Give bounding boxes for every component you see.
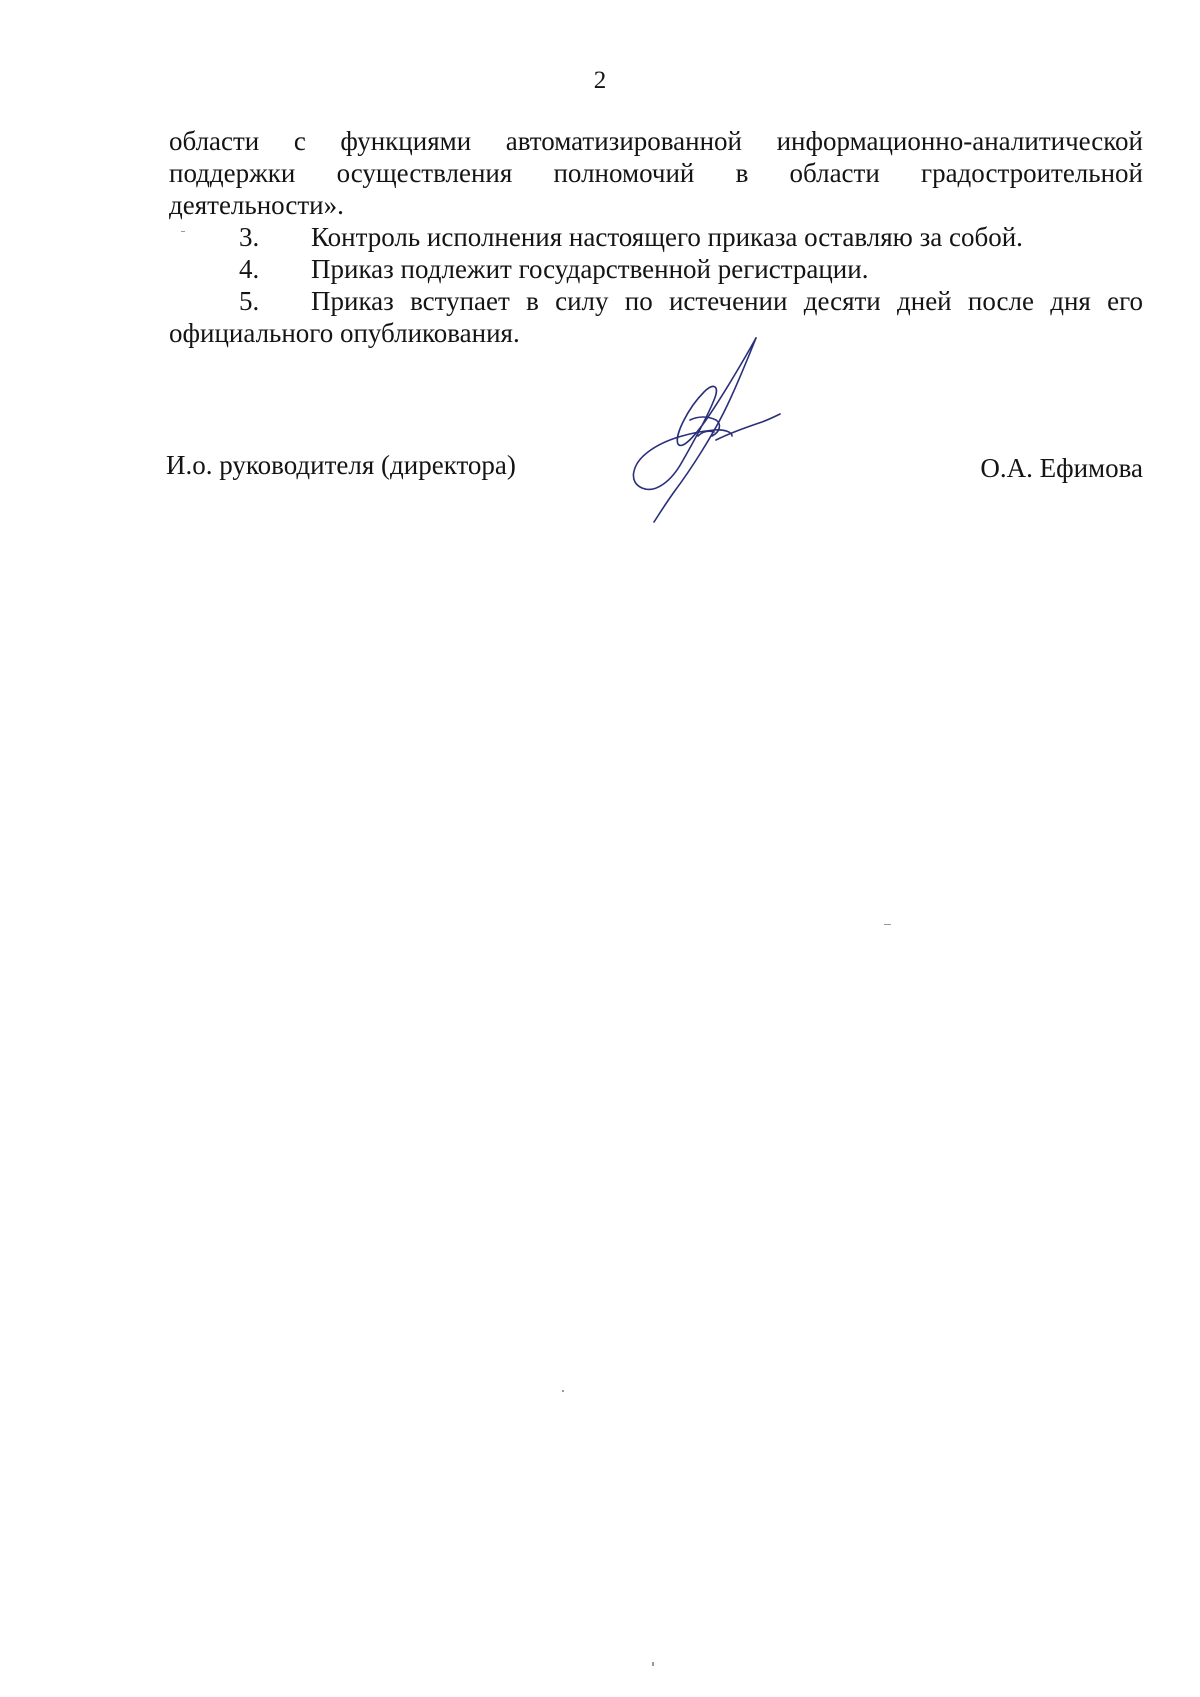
item-number: 5.	[239, 286, 260, 316]
numbered-item	[169, 285, 1143, 317]
page-number: 2	[593, 67, 607, 94]
signatory-position: И.о. руководителя (директора)	[166, 450, 516, 480]
handwritten-signature	[628, 336, 828, 526]
numbered-item	[169, 253, 1143, 285]
scan-speck	[884, 924, 891, 925]
item-continuation: официального опубликования.	[169, 318, 520, 348]
numbered-item	[169, 221, 1143, 253]
item-text: Приказ подлежит государственной регистрации.	[311, 254, 869, 284]
body-line: поддержки осуществления полномочий в области градостроительной	[169, 158, 1143, 188]
body-line: деятельности».	[169, 190, 344, 220]
body-line: области с функциями автоматизированной информационно-аналитической	[169, 126, 1143, 156]
item-number: 3.	[239, 222, 260, 252]
scan-speck	[181, 231, 185, 232]
item-text: Контроль исполнения настоящего приказа оставляю за собой.	[311, 222, 1023, 252]
item-number: 4.	[239, 254, 260, 284]
signatory-name: О.А. Ефимова	[980, 453, 1143, 483]
scan-speck	[652, 1662, 654, 1666]
scan-speck	[562, 1390, 564, 1392]
item-text: Приказ вступает в силу по истечении десяти дней после дня его	[311, 286, 1143, 316]
document-body	[169, 125, 1143, 349]
